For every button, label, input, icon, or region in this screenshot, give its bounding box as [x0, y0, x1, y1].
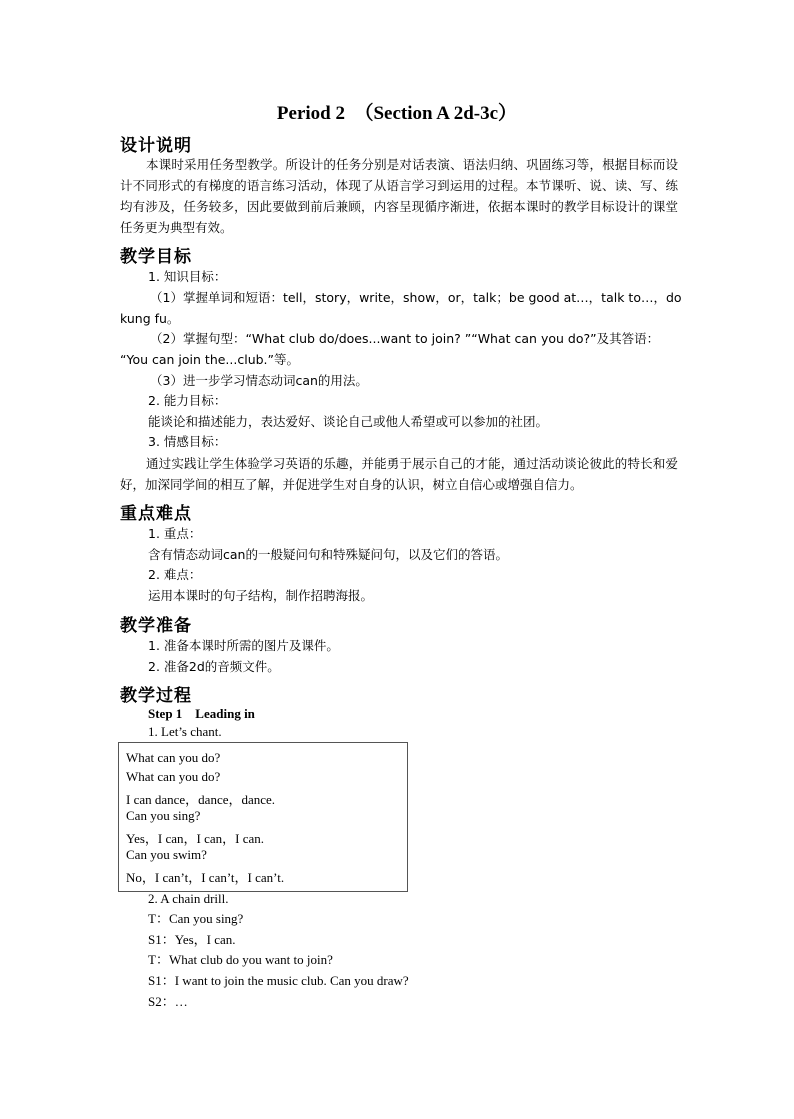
preparation-item-2: 2. 准备2d的音频文件。 — [148, 659, 280, 674]
knowledge-goal-2b: “You can join the...club.”等。 — [120, 352, 299, 367]
design-heading: 设计说明 — [120, 136, 192, 156]
chant-line: Can you sing? — [126, 808, 201, 823]
knowledge-goal-1a: （1）掌握单词和短语：tell，story，write，show，or，talk；be good at…，talk to…，do — [150, 290, 682, 305]
emotion-goal-title: 3. 情感目标： — [148, 434, 227, 449]
focus-title: 1. 重点： — [148, 526, 202, 541]
chant-line: Can you swim? — [126, 847, 207, 862]
design-paragraph: 本课时采用任务型教学。所设计的任务分别是对话表演、语法归纳、巩固练习等，根据目标而设计不同形式的有梯度的语言练习活动，体现了从语言学习到运用的过程。本节课听、说、读、写、练均有涉及，任务较多，因此要做到前后兼顾，内容呈现循序渐进，依据本课时的教学目标设计的课堂任务更为典型有效。 — [120, 157, 678, 235]
focus-text: 含有情态动词can的一般疑问句和特殊疑问句，以及它们的答语。 — [148, 547, 508, 562]
chant-line: I can dance，dance，dance. — [126, 792, 276, 807]
key-points-heading: 重点难点 — [120, 504, 192, 524]
chant-line: Yes，I can，I can，I can. — [126, 831, 265, 846]
page-title: Period 2 （Section A 2d-3c） — [276, 103, 518, 124]
chant-line: What can you do? — [126, 750, 221, 765]
drill-line: S1：Yes，I can. — [148, 932, 236, 947]
drill-line: T：Can you sing? — [148, 911, 244, 926]
drill-line: S1：I want to join the music club. Can you draw? — [148, 973, 409, 988]
drill-line: S2：… — [148, 994, 188, 1009]
ability-goal-title: 2. 能力目标： — [148, 393, 227, 408]
knowledge-goal-2a: （2）掌握句型：“What club do/does...want to join? ”“What can you do?”及其答语： — [150, 331, 660, 346]
preparation-item-1: 1. 准备本课时所需的图片及课件。 — [148, 638, 339, 653]
chant-title: 1. Let’s chant. — [148, 724, 222, 739]
process-heading: 教学过程 — [120, 686, 192, 706]
ability-goal-text: 能谈论和描述能力，表达爱好、谈论自己或他人希望或可以参加的社团。 — [148, 414, 549, 429]
knowledge-goal-1b: kung fu。 — [120, 311, 180, 326]
emotion-goal-text: 通过实践让学生体验学习英语的乐趣，并能勇于展示自己的才能，通过活动谈论彼此的特长和爱好，加深同学间的相互了解，并促进学生对自身的认识，树立自信心或增强自信力。 — [120, 456, 678, 492]
knowledge-goal-title: 1. 知识目标： — [148, 269, 227, 284]
goals-heading: 教学目标 — [120, 247, 192, 267]
chant-line: What can you do? — [126, 769, 221, 784]
chant-box — [118, 742, 408, 892]
step-1-title: Step 1 Leading in — [148, 706, 255, 721]
difficulty-title: 2. 难点： — [148, 567, 202, 582]
preparation-heading: 教学准备 — [120, 616, 192, 636]
drill-line: T：What club do you want to join? — [148, 952, 333, 967]
difficulty-text: 运用本课时的句子结构，制作招聘海报。 — [148, 588, 374, 603]
drill-title: 2. A chain drill. — [148, 891, 229, 906]
chant-line: No，I can’t，I can’t，I can’t. — [126, 870, 285, 885]
knowledge-goal-3: （3）进一步学习情态动词can的用法。 — [150, 373, 368, 388]
